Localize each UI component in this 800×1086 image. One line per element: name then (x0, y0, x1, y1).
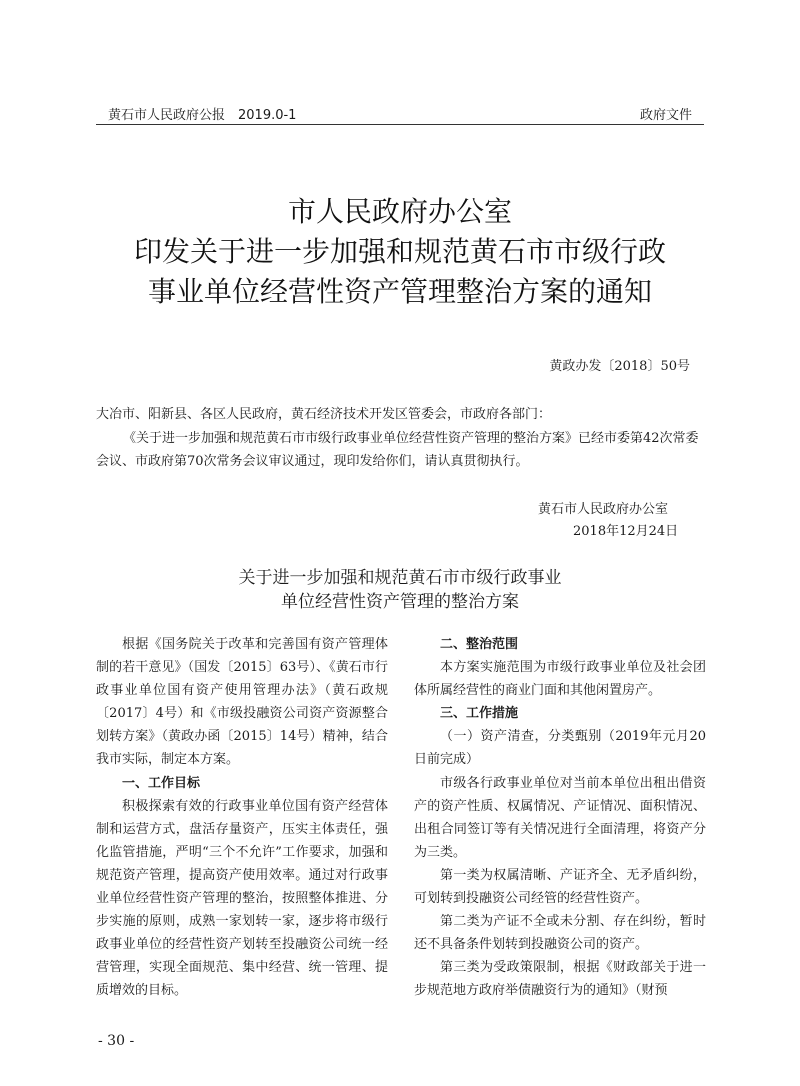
notice-title-line-3: 事业单位经营性资产管理整治方案的通知 (147, 275, 652, 308)
header-divider (96, 124, 704, 125)
plan-title-line-1: 关于进一步加强和规范黄石市市级行政事业 (238, 568, 562, 588)
document-number: 黄政办发〔2018〕50号 (549, 359, 690, 374)
notice-title-line-1: 市人民政府办公室 (287, 195, 512, 228)
notice-title-line-2: 印发关于进一步加强和规范黄石市市级行政 (133, 235, 666, 268)
page-number: - 30 - (98, 1033, 135, 1049)
notice-title (0, 192, 800, 312)
section-heading-goal: 一、工作目标 (122, 775, 201, 791)
left-column (96, 633, 388, 1003)
intro-paragraph: 《关于进一步加强和规范黄石市市级行政事业单位经营性资产管理的整治方案》已经市委第42次常委会议、市政府第70次常务会议审议通过，现印发给你们，请认真贯彻执行。 (96, 431, 699, 469)
section-heading-scope: 二、整治范围 (440, 637, 519, 652)
right-column (414, 633, 706, 1003)
signature-date: 2018年12月24日 (573, 524, 679, 539)
header-publication: 黄石市人民政府公报 2019.0-1 (108, 108, 297, 123)
signature-org: 黄石市人民政府办公室 (538, 502, 669, 517)
plan-title (0, 566, 800, 614)
class-three-paragraph: 第三类为受政策限制，根据《财政部关于进一步规范地方政府举债融资行为的通知》（财预 (414, 960, 706, 999)
plan-title-line-2: 单位经营性资产管理的整治方案 (281, 592, 519, 612)
class-two-paragraph: 第二类为产证不全或未分割、存在纠纷，暂时还不具备条件划转到投融资公司的资产。 (414, 914, 706, 953)
addressee: 大冶市、阳新县、各区人民政府，黄石经济技术开发区管委会，市政府各部门： (96, 407, 552, 422)
goal-paragraph: 积极探索有效的行政事业单位国有资产经营体制和运营方式，盘活存量资产，压实主体责任，强化监管措施，严明“三个不允许”工作要求，加强和规范资产管理，提高资产使用效率。通过对行政事业单位经营性资产管理的整治，按照整体推进、分步实施的原则，成熟一家划转一家，逐步将市级行政事业单位的经营性资产划转至投融资公司统一经营管理，实现全面规范、集中经营、统一管理、提质增效的目标。 (96, 798, 388, 999)
header-section: 政府文件 (639, 108, 692, 123)
scope-paragraph: 本方案实施范围为市级行政事业单位及社会团体所属经营性的商业门面和其他闲置房产。 (414, 660, 706, 699)
section-heading-measures: 三、工作措施 (440, 706, 519, 722)
class-one-paragraph: 第一类为权属清晰、产证齐全、无矛盾纠纷，可划转到投融资公司经管的经营性资产。 (414, 867, 706, 907)
inventory-paragraph: 市级各行政事业单位对当前本单位出租出借资产的资产性质、权属情况、产证情况、面积情况、出租合同签订等有关情况进行全面清理，将资产分为三类。 (414, 775, 706, 860)
step-one-heading: （一）资产清查，分类甄别（2019年元月20日前完成） (414, 729, 706, 768)
basis-paragraph: 根据《国务院关于改革和完善国有资产管理体制的若干意见》（国发〔2015〕63号）、《黄石市行政事业单位国有资产使用管理办法》（黄石政规〔2017〕4号）和《市级投融资公司资产资源整合划转方案》（黄政办函〔2015〕14号）精神，结合我市实际，制定本方案。 (96, 637, 388, 768)
